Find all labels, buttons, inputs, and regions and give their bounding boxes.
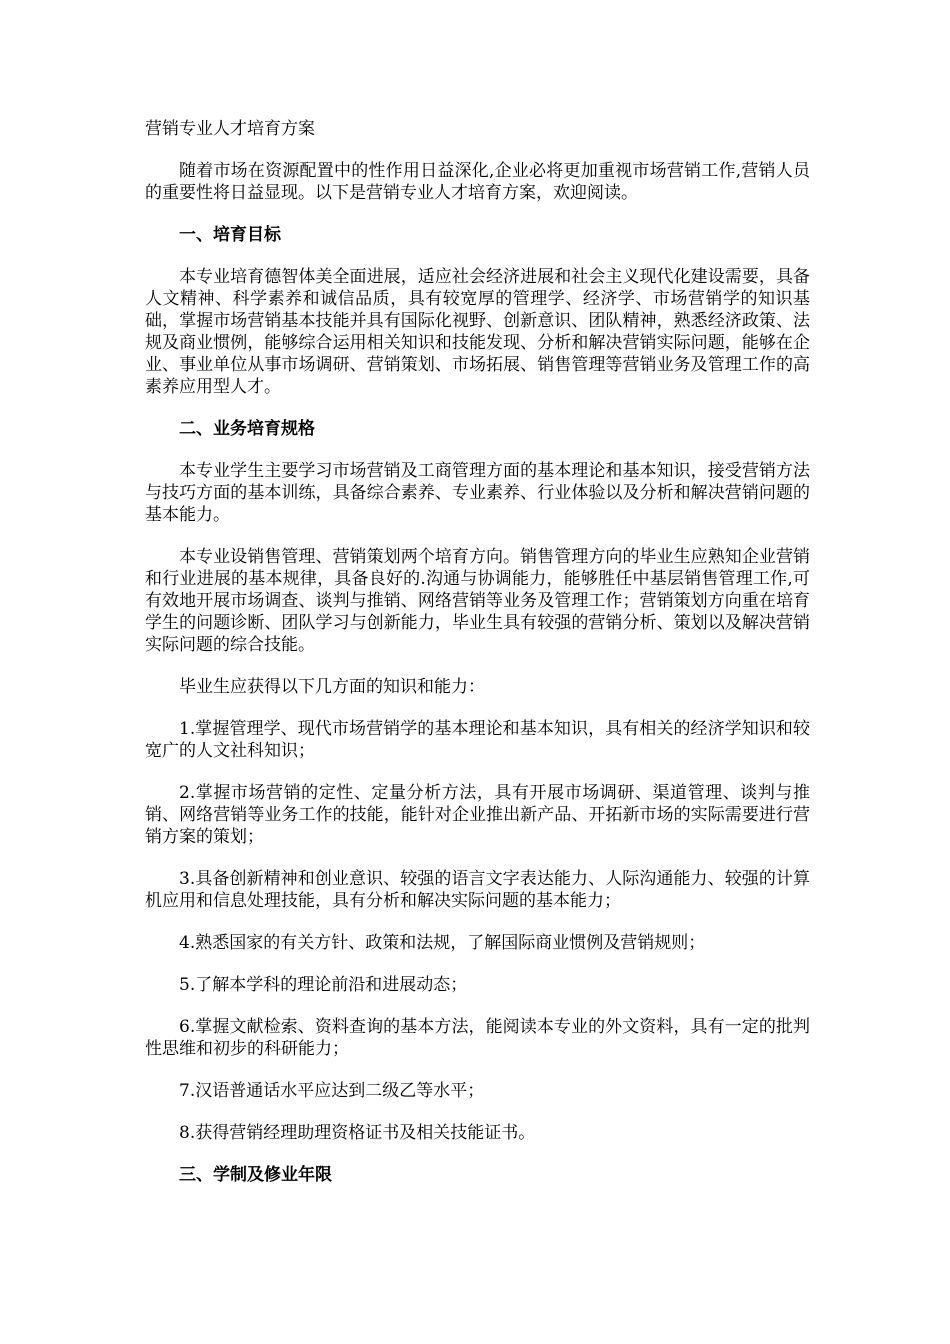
list-item: 8.获得营销经理助理资格证书及相关技能证书。 — [179, 1123, 536, 1143]
section-heading-goals: 一、培育目标 — [179, 225, 281, 245]
list-item: 2.掌握市场营销的定性、定量分析方法，具有开展市场调研、渠道管理、谈判与推销、网络营销等业务工作的技能，能针对企业推出新产品、开拓新市场的实际需要进行营销方案的策划； — [145, 783, 810, 847]
list-item: 4.熟悉国家的有关方针、政策和法规，了解国际商业惯例及营销规则； — [179, 933, 706, 953]
list-item: 3.具备创新精神和创业意识、较强的语言文字表达能力、人际沟通能力、较强的计算机应用和信息处理技能，具有分析和解决实际问题的基本能力； — [145, 869, 810, 911]
specs-paragraph-3: 毕业生应获得以下几方面的知识和能力： — [179, 677, 485, 697]
list-item: 6.掌握文献检索、资料查询的基本方法，能阅读本专业的外文资料，具有一定的批判性思维和初步的科研能力； — [145, 1017, 810, 1059]
section-heading-duration: 三、学制及修业年限 — [179, 1165, 332, 1185]
list-item: 7.汉语普通话水平应达到二级乙等水平； — [179, 1081, 485, 1101]
section-heading-specs: 二、业务培育规格 — [179, 419, 315, 439]
specs-paragraph-2: 本专业设销售管理、营销策划两个培育方向。销售管理方向的毕业生应熟知企业营销和行业进展的基本规律，具备良好的.沟通与协调能力，能够胜任中基层销售管理工作,可有效地开展市场调查、谈判与推销、网络营销等业务及管理工作；营销策划方向重在培育学生的问题诊断、团队学习与创新能力，毕业生具有较强的营销分析、策划以及解决营销实际问题的综合技能。 — [145, 547, 810, 655]
list-item: 5.了解本学科的理论前沿和进展动态； — [179, 975, 468, 995]
list-item: 1.掌握管理学、现代市场营销学的基本理论和基本知识，具有相关的经济学知识和较宽广的人文社科知识； — [145, 719, 810, 761]
document-page — [145, 118, 810, 1206]
intro-paragraph: 随着市场在资源配置中的性作用日益深化,企业必将更加重视市场营销工作,营销人员的重要性将日益显现。以下是营销专业人才培育方案，欢迎阅读。 — [145, 161, 810, 203]
goals-paragraph: 本专业培育德智体美全面进展，适应社会经济进展和社会主义现代化建设需要，具备人文精神、科学素养和诚信品质，具有较宽厚的管理学、经济学、市场营销学的知识基础，掌握市场营销基本技能并具有国际化视野、创新意识、团队精神，熟悉经济政策、法规及商业惯例，能够综合运用相关知识和技能发现、分析和解决营销实际问题，能够在企业、事业单位从事市场调研、营销策划、市场拓展、销售管理等营销业务及管理工作的高素养应用型人才。 — [145, 267, 810, 397]
document-title: 营销专业人才培育方案 — [145, 119, 315, 139]
specs-paragraph-1: 本专业学生主要学习市场营销及工商管理方面的基本理论和基本知识，接受营销方法与技巧方面的基本训练，具备综合素养、专业素养、行业体验以及分析和解决营销问题的基本能力。 — [145, 461, 810, 525]
